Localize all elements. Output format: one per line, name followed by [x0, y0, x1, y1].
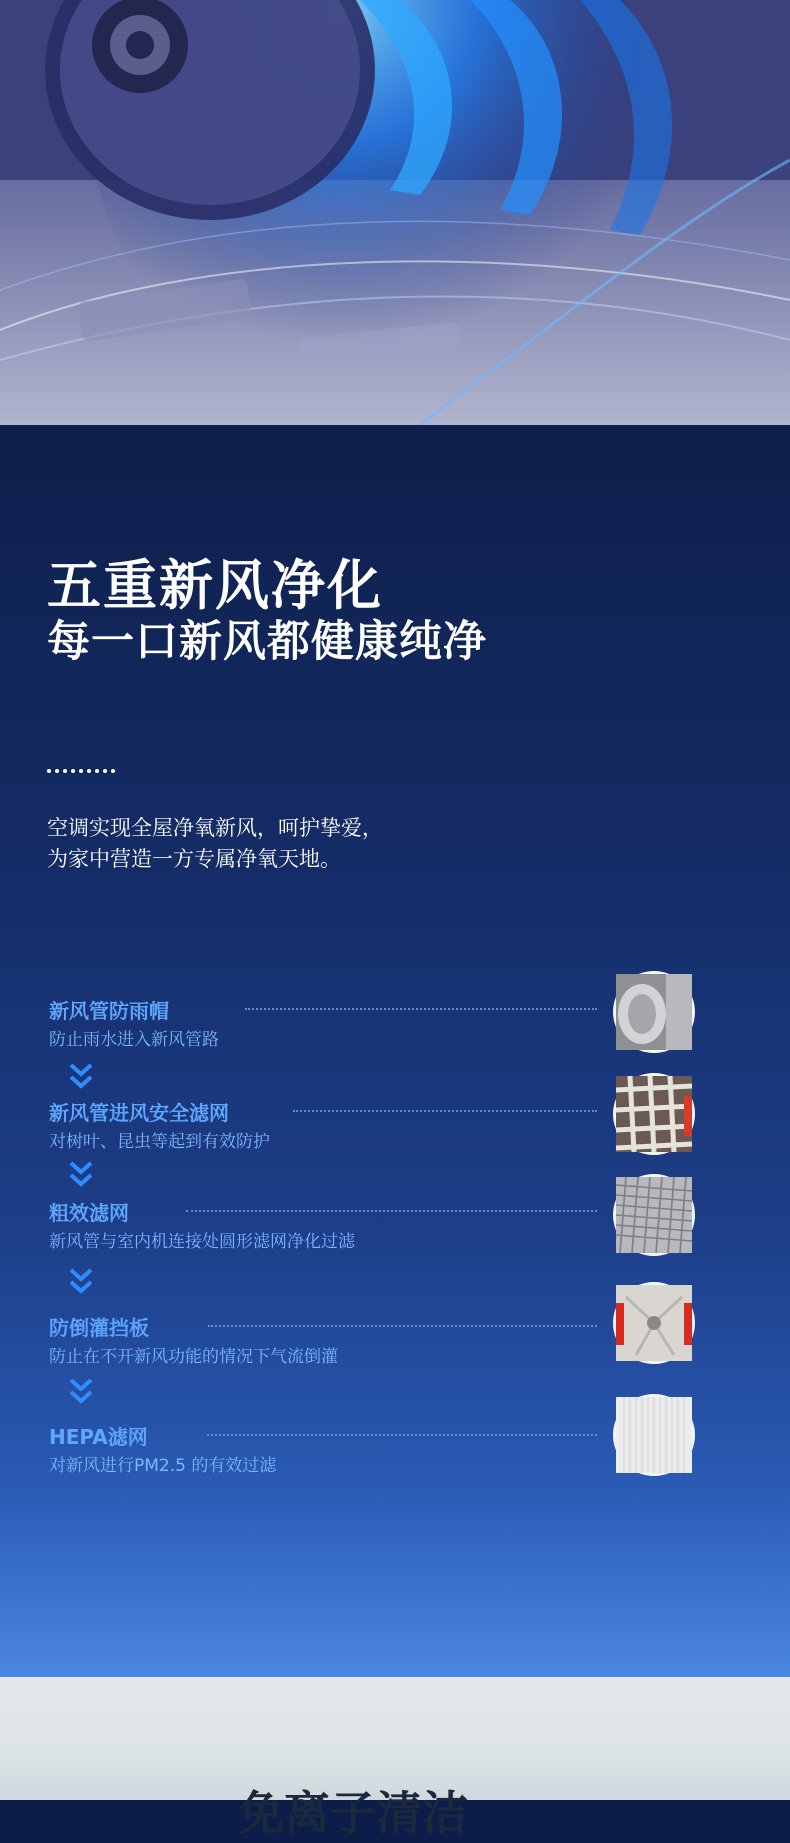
dotted-connector [207, 1434, 597, 1436]
stage-description: 新风管与室内机连接处圆形滤网净化过滤 [49, 1232, 355, 1252]
stage-description: 对新风进行PM2.5 的有效过滤 [49, 1456, 277, 1476]
dotted-connector [208, 1325, 597, 1327]
safety-mesh-photo [613, 1073, 695, 1155]
dotted-connector [186, 1210, 597, 1212]
hepa-filter-photo [613, 1394, 695, 1476]
next-section-title: 免离子清洁 [238, 1786, 468, 1840]
section-subtitle: 每一口新风都健康纯净 [47, 617, 487, 667]
purification-section [0, 425, 790, 1677]
stage-title: 防倒灌挡板 [49, 1316, 149, 1340]
dotted-connector [293, 1110, 597, 1112]
chevron-double-down-icon [68, 1267, 94, 1297]
hero-fan-image [0, 0, 790, 425]
stage-title: 新风管防雨帽 [49, 999, 169, 1023]
dotted-connector [245, 1008, 597, 1010]
backflow-flap-photo [613, 1282, 695, 1364]
stage-title: HEPA滤网 [49, 1425, 148, 1449]
description-line-1: 空调实现全屋净氧新风，呵护挚爱， [47, 816, 383, 840]
section-title: 五重新风净化 [47, 554, 383, 617]
chevron-double-down-icon [68, 1377, 94, 1407]
chevron-double-down-icon [68, 1160, 94, 1190]
chevron-double-down-icon [68, 1062, 94, 1092]
stage-title: 粗效滤网 [49, 1201, 129, 1225]
stage-description: 防止雨水进入新风管路 [49, 1030, 219, 1050]
dots-divider [47, 769, 115, 773]
coarse-filter-photo [613, 1174, 695, 1256]
next-section [0, 1677, 790, 1840]
stage-description: 对树叶、昆虫等起到有效防护 [49, 1132, 270, 1152]
stage-title: 新风管进风安全滤网 [49, 1101, 229, 1125]
rain-cap-photo [613, 971, 695, 1053]
section-description [47, 813, 383, 875]
stage-description: 防止在不开新风功能的情况下气流倒灌 [49, 1347, 338, 1367]
fan-illustration [0, 0, 790, 425]
description-line-2: 为家中营造一方专属净氧天地。 [47, 847, 341, 871]
